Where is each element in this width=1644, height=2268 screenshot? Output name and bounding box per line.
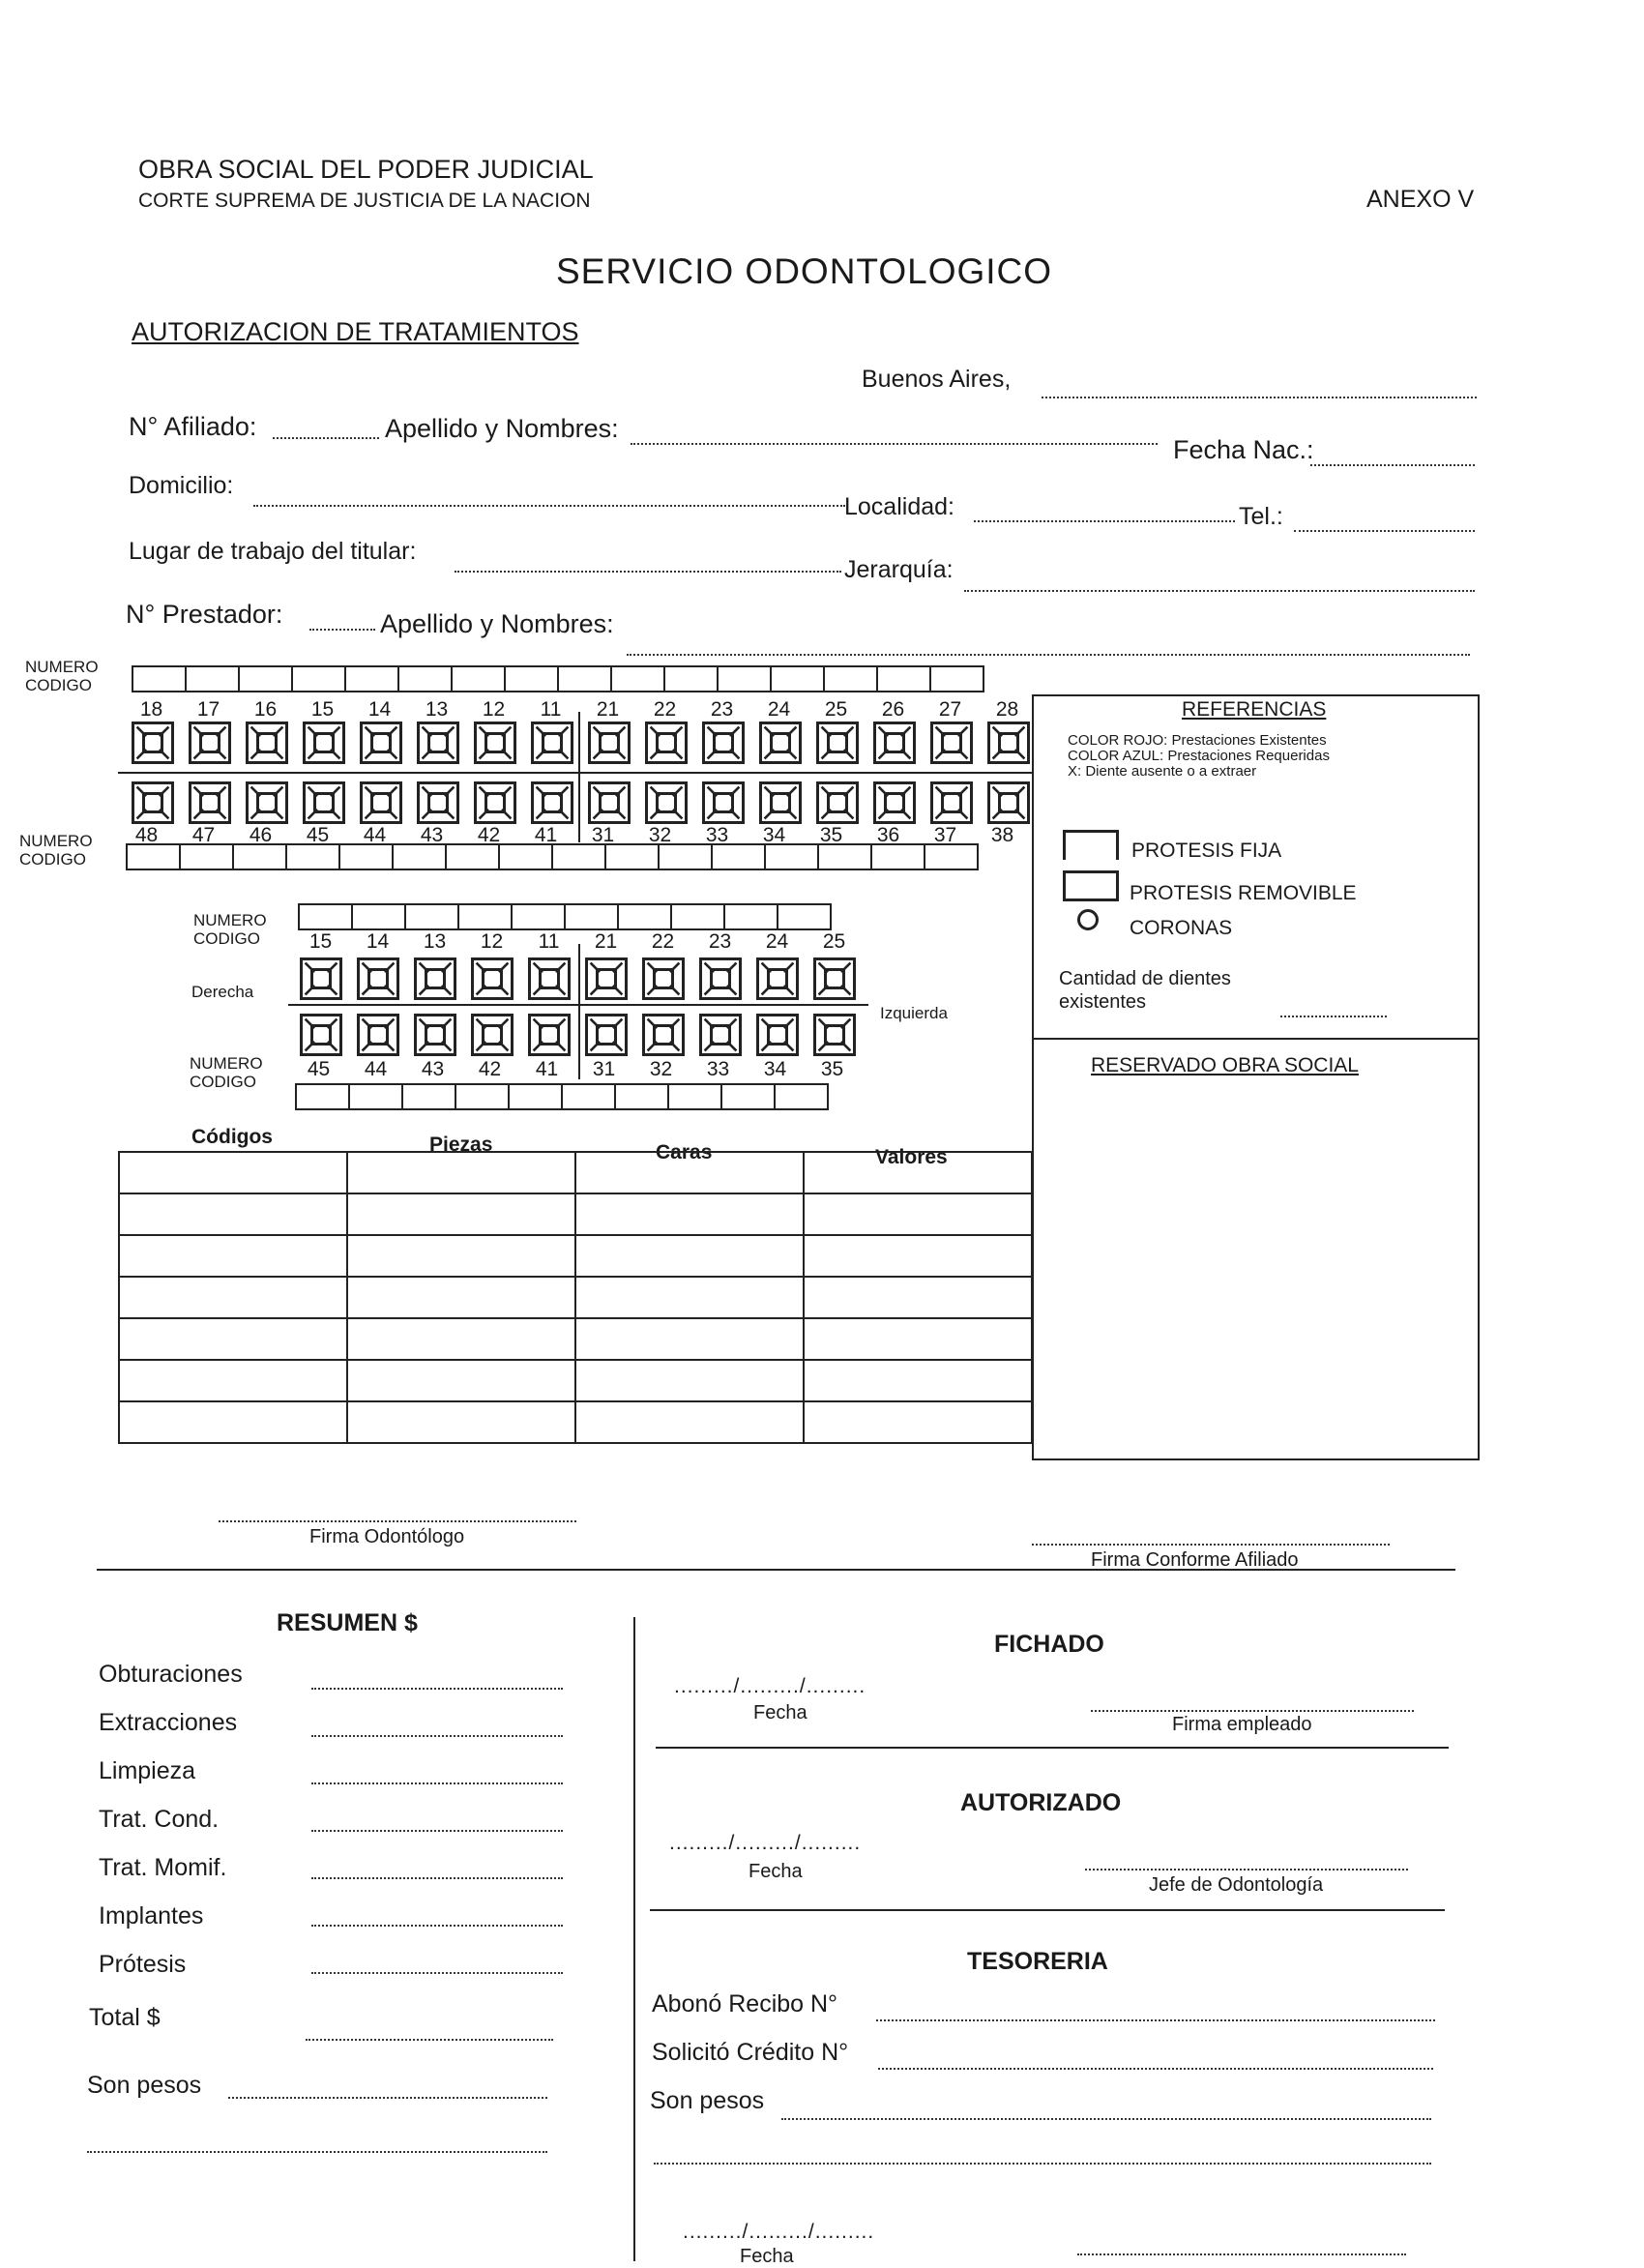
list-item: Obturaciones bbox=[99, 1661, 243, 1688]
tooth-number: 45 bbox=[307, 1058, 331, 1080]
table-row bbox=[119, 1277, 1032, 1318]
tooth-number: 15 bbox=[308, 930, 333, 953]
tooth-number: 43 bbox=[420, 824, 444, 846]
lower-permanent-teeth[interactable] bbox=[132, 781, 1044, 824]
trat-momif-field[interactable] bbox=[311, 1877, 563, 1879]
page-title: SERVICIO ODONTOLOGICO bbox=[556, 251, 1053, 291]
codes-header: Códigos bbox=[191, 1126, 273, 1148]
table-row bbox=[119, 1401, 1032, 1443]
tooth-11[interactable] bbox=[531, 722, 573, 764]
tooth-13[interactable] bbox=[414, 957, 456, 1000]
primary-upper-code-boxes[interactable] bbox=[298, 903, 830, 930]
pieces-header: Piezas bbox=[429, 1134, 493, 1156]
tooth-43[interactable] bbox=[417, 781, 459, 824]
tesoreria-title: TESORERIA bbox=[967, 1948, 1108, 1975]
tesoreria-date-label: Fecha bbox=[740, 2246, 794, 2267]
autorizado-title: AUTORIZADO bbox=[960, 1789, 1122, 1816]
tooth-number: 45 bbox=[306, 824, 330, 846]
tooth-43[interactable] bbox=[414, 1014, 456, 1056]
tooth-25[interactable] bbox=[813, 957, 856, 1000]
receipt-field[interactable] bbox=[876, 2019, 1435, 2021]
list-item: Prótesis bbox=[99, 1951, 187, 1978]
summary-son-pesos-field[interactable] bbox=[228, 2097, 547, 2099]
phone-field[interactable] bbox=[1294, 530, 1475, 532]
tooth-number: 21 bbox=[594, 930, 618, 953]
credit-field[interactable] bbox=[878, 2068, 1433, 2070]
summary-son-pesos-label: Son pesos bbox=[87, 2072, 202, 2099]
tooth-34[interactable] bbox=[759, 781, 802, 824]
tooth-33[interactable] bbox=[702, 781, 745, 824]
table-row bbox=[119, 1193, 1032, 1235]
summary-son-pesos-field-2[interactable] bbox=[87, 2151, 547, 2153]
tooth-number: 12 bbox=[482, 698, 506, 721]
summary-items bbox=[99, 1650, 243, 1988]
upper-permanent-teeth[interactable] bbox=[132, 722, 1044, 764]
tooth-number: 15 bbox=[310, 698, 335, 721]
faces-header: Caras bbox=[656, 1141, 713, 1163]
tooth-14[interactable] bbox=[360, 722, 402, 764]
tooth-12[interactable] bbox=[474, 722, 516, 764]
crown-symbol bbox=[1077, 909, 1099, 930]
tooth-number: 11 bbox=[538, 930, 560, 953]
autorizado-date-field[interactable]: ........./........./......... bbox=[669, 1832, 862, 1854]
list-item: Trat. Cond. bbox=[99, 1806, 220, 1833]
upper-code-boxes[interactable] bbox=[132, 665, 983, 692]
right-label: Derecha bbox=[191, 983, 254, 1001]
tooth-44[interactable] bbox=[360, 781, 402, 824]
tesoreria-son-pesos-label: Son pesos bbox=[650, 2087, 765, 2114]
tooth-11[interactable] bbox=[528, 957, 571, 1000]
autorizado-date-label: Fecha bbox=[749, 1861, 803, 1882]
tooth-42[interactable] bbox=[474, 781, 516, 824]
tooth-46[interactable] bbox=[246, 781, 288, 824]
limpieza-field[interactable] bbox=[311, 1782, 563, 1784]
annex-label: ANEXO V bbox=[1366, 186, 1475, 213]
tooth-12[interactable] bbox=[471, 957, 514, 1000]
affiliate-no-label: N° Afiliado: bbox=[129, 412, 257, 441]
workplace-field[interactable] bbox=[455, 571, 841, 573]
summary-title: RESUMEN $ bbox=[277, 1609, 418, 1636]
tooth-number: 42 bbox=[477, 824, 501, 846]
tooth-number: 14 bbox=[366, 930, 390, 953]
provider-no-field[interactable] bbox=[309, 629, 375, 631]
page-subtitle: AUTORIZACION DE TRATAMIENTOS bbox=[132, 317, 579, 346]
tooth-number: 41 bbox=[534, 824, 558, 846]
references-title: REFERENCIAS bbox=[1182, 698, 1327, 721]
tooth-16[interactable] bbox=[246, 722, 288, 764]
tooth-number: 13 bbox=[425, 698, 449, 721]
fichado-signature-label: Firma empleado bbox=[1172, 1714, 1312, 1735]
tooth-number: 14 bbox=[367, 698, 392, 721]
fixed-prosthesis-label: PROTESIS FIJA bbox=[1131, 839, 1282, 862]
provider-name-label: Apellido y Nombres: bbox=[380, 609, 614, 638]
autorizado-divider bbox=[650, 1909, 1445, 1911]
implantes-field[interactable] bbox=[311, 1925, 563, 1927]
affiliate-signature-label: Firma Conforme Afiliado bbox=[1091, 1549, 1299, 1571]
tooth-23[interactable] bbox=[702, 722, 745, 764]
references-legend: COLOR ROJO: Prestaciones Existentes COLOR AZUL: Prestaciones Requeridas X: Diente ausente o a extraer bbox=[1068, 732, 1330, 780]
tooth-26[interactable] bbox=[873, 722, 916, 764]
code-label-bottom: NUMERO CODIGO bbox=[19, 832, 93, 869]
tooth-number: 34 bbox=[762, 824, 786, 846]
name-label: Apellido y Nombres: bbox=[385, 414, 619, 443]
tooth-32[interactable] bbox=[645, 781, 688, 824]
tooth-27[interactable] bbox=[930, 722, 973, 764]
tooth-28[interactable] bbox=[987, 722, 1030, 764]
affiliate-signature-line[interactable] bbox=[1032, 1544, 1390, 1546]
tooth-13[interactable] bbox=[417, 722, 459, 764]
tooth-41[interactable] bbox=[531, 781, 573, 824]
table-row bbox=[119, 1318, 1032, 1360]
tooth-44[interactable] bbox=[357, 1014, 399, 1056]
tooth-number: 35 bbox=[819, 824, 843, 846]
tooth-number: 36 bbox=[876, 824, 900, 846]
trat-cond-field[interactable] bbox=[311, 1830, 563, 1832]
tesoreria-date-field[interactable]: ........./........./......... bbox=[683, 2221, 875, 2243]
tooth-number: 46 bbox=[249, 824, 273, 846]
upper-primary-teeth[interactable] bbox=[300, 957, 870, 1000]
tooth-number: 28 bbox=[995, 698, 1019, 721]
credit-label: Solicitó Crédito N° bbox=[652, 2039, 849, 2066]
tooth-number: 27 bbox=[938, 698, 962, 721]
tooth-17[interactable] bbox=[189, 722, 231, 764]
locality-label: Localidad: bbox=[844, 493, 954, 520]
date-field[interactable] bbox=[1042, 397, 1477, 398]
tooth-24[interactable] bbox=[759, 722, 802, 764]
tooth-22[interactable] bbox=[645, 722, 688, 764]
org-name: OBRA SOCIAL DEL PODER JUDICIAL bbox=[138, 155, 594, 184]
lower-primary-numbers bbox=[290, 1058, 861, 1081]
reserved-label: RESERVADO OBRA SOCIAL bbox=[1091, 1054, 1359, 1076]
provider-no-label: N° Prestador: bbox=[126, 600, 283, 629]
dentist-signature-line[interactable] bbox=[219, 1520, 576, 1522]
references-bottom-border bbox=[1032, 1458, 1480, 1460]
references-divider bbox=[1032, 1038, 1480, 1040]
tooth-18[interactable] bbox=[132, 722, 174, 764]
city-label: Buenos Aires, bbox=[862, 366, 1012, 393]
tooth-21[interactable] bbox=[588, 722, 631, 764]
tooth-24[interactable] bbox=[756, 957, 799, 1000]
address-field[interactable] bbox=[253, 505, 845, 507]
tooth-number: 38 bbox=[990, 824, 1014, 846]
provider-name-field[interactable] bbox=[627, 654, 1470, 656]
rank-field[interactable] bbox=[964, 590, 1475, 592]
tooth-number: 11 bbox=[540, 698, 562, 721]
tooth-number: 22 bbox=[653, 698, 677, 721]
tooth-31[interactable] bbox=[585, 1014, 628, 1056]
tooth-21[interactable] bbox=[585, 957, 628, 1000]
list-item: Extracciones bbox=[99, 1709, 238, 1736]
total-field[interactable] bbox=[306, 2039, 553, 2041]
tooth-15[interactable] bbox=[303, 722, 345, 764]
affiliate-no-field[interactable] bbox=[273, 437, 379, 439]
list-item: Trat. Momif. bbox=[99, 1854, 227, 1881]
fichado-divider bbox=[656, 1747, 1449, 1749]
tooth-number: 48 bbox=[134, 824, 159, 846]
tooth-number: 17 bbox=[196, 698, 220, 721]
tooth-25[interactable] bbox=[816, 722, 859, 764]
tooth-number: 25 bbox=[824, 698, 848, 721]
code-label-primary-top: NUMERO CODIGO bbox=[193, 911, 267, 948]
tooth-23[interactable] bbox=[699, 957, 742, 1000]
tooth-number: 32 bbox=[648, 824, 672, 846]
list-item: Implantes bbox=[99, 1902, 204, 1929]
tooth-35[interactable] bbox=[816, 781, 859, 824]
section-divider bbox=[97, 1569, 1455, 1571]
extracciones-field[interactable] bbox=[311, 1735, 563, 1737]
teeth-count-label: Cantidad de dientes existentes bbox=[1059, 968, 1231, 1013]
references-right-border bbox=[1478, 694, 1480, 1458]
tooth-47[interactable] bbox=[189, 781, 231, 824]
tooth-38[interactable] bbox=[987, 781, 1030, 824]
tooth-33[interactable] bbox=[699, 1014, 742, 1056]
total-label: Total $ bbox=[89, 2004, 161, 2031]
tooth-number: 44 bbox=[363, 824, 387, 846]
fichado-date-label: Fecha bbox=[753, 1702, 807, 1723]
tooth-45[interactable] bbox=[303, 781, 345, 824]
code-label-top: NUMERO CODIGO bbox=[25, 658, 99, 694]
tooth-number: 16 bbox=[253, 698, 278, 721]
occlusal-line-permanent bbox=[118, 772, 1032, 774]
autorizado-signature-label: Jefe de Odontología bbox=[1149, 1874, 1324, 1896]
tooth-15[interactable] bbox=[300, 957, 342, 1000]
tooth-22[interactable] bbox=[642, 957, 685, 1000]
tooth-number: 35 bbox=[820, 1058, 844, 1080]
tooth-number: 22 bbox=[651, 930, 675, 953]
list-item: Limpieza bbox=[99, 1757, 196, 1784]
tooth-number: 34 bbox=[763, 1058, 787, 1080]
tooth-number: 23 bbox=[708, 930, 732, 953]
primary-lower-code-boxes[interactable] bbox=[295, 1083, 827, 1110]
tooth-number: 33 bbox=[705, 824, 729, 846]
name-field[interactable] bbox=[631, 443, 1158, 445]
tooth-number: 24 bbox=[767, 698, 791, 721]
tooth-37[interactable] bbox=[930, 781, 973, 824]
tooth-number: 31 bbox=[591, 824, 615, 846]
rank-label: Jerarquía: bbox=[844, 556, 954, 583]
protesis-field[interactable] bbox=[311, 1972, 563, 1974]
tooth-number: 25 bbox=[822, 930, 846, 953]
workplace-label: Lugar de trabajo del titular: bbox=[129, 538, 417, 565]
tooth-number: 31 bbox=[592, 1058, 616, 1080]
receipt-label: Abonó Recibo N° bbox=[652, 1990, 838, 2018]
tooth-number: 41 bbox=[535, 1058, 559, 1080]
references-top-border bbox=[1032, 694, 1480, 696]
tooth-31[interactable] bbox=[588, 781, 631, 824]
tooth-35[interactable] bbox=[813, 1014, 856, 1056]
tooth-number: 12 bbox=[480, 930, 504, 953]
tooth-number: 42 bbox=[478, 1058, 502, 1080]
values-header: Valores bbox=[875, 1146, 948, 1168]
tooth-number: 23 bbox=[710, 698, 734, 721]
address-label: Domicilio: bbox=[129, 472, 234, 499]
summary-divider bbox=[633, 1617, 635, 2261]
tooth-number: 47 bbox=[191, 824, 216, 846]
obturaciones-field[interactable] bbox=[311, 1688, 563, 1690]
tesoreria-son-pesos-field-2[interactable] bbox=[654, 2163, 1431, 2165]
tooth-32[interactable] bbox=[642, 1014, 685, 1056]
phone-label: Tel.: bbox=[1239, 503, 1283, 530]
code-label-primary-bottom: NUMERO CODIGO bbox=[190, 1054, 263, 1091]
tooth-41[interactable] bbox=[528, 1014, 571, 1056]
table-row bbox=[119, 1235, 1032, 1277]
teeth-count-field[interactable] bbox=[1280, 1016, 1387, 1017]
tooth-number: 24 bbox=[765, 930, 789, 953]
org-subname: CORTE SUPREMA DE JUSTICIA DE LA NACION bbox=[138, 190, 591, 212]
tooth-number: 18 bbox=[139, 698, 163, 721]
tooth-34[interactable] bbox=[756, 1014, 799, 1056]
table-row bbox=[119, 1360, 1032, 1401]
fichado-date-field[interactable]: ........./........./......... bbox=[674, 1675, 866, 1697]
tooth-number: 33 bbox=[706, 1058, 730, 1080]
fixed-prosthesis-symbol bbox=[1063, 830, 1119, 860]
lower-code-boxes[interactable] bbox=[126, 843, 977, 870]
tooth-36[interactable] bbox=[873, 781, 916, 824]
tooth-number: 44 bbox=[364, 1058, 388, 1080]
table-row bbox=[119, 1152, 1032, 1193]
fichado-title: FICHADO bbox=[994, 1631, 1104, 1658]
dentist-signature-label: Firma Odontólogo bbox=[309, 1526, 465, 1547]
tooth-14[interactable] bbox=[357, 957, 399, 1000]
lower-primary-teeth[interactable] bbox=[300, 1014, 870, 1056]
removable-prosthesis-label: PROTESIS REMOVIBLE bbox=[1130, 882, 1357, 904]
birth-field[interactable] bbox=[1310, 464, 1475, 466]
tooth-number: 37 bbox=[933, 824, 957, 846]
tooth-number: 21 bbox=[596, 698, 620, 721]
tooth-number: 43 bbox=[421, 1058, 445, 1080]
tooth-48[interactable] bbox=[132, 781, 174, 824]
upper-primary-numbers bbox=[292, 930, 863, 954]
locality-field[interactable] bbox=[974, 520, 1235, 522]
birth-label: Fecha Nac.: bbox=[1173, 435, 1314, 464]
tesoreria-signature-line[interactable] bbox=[1077, 2253, 1406, 2255]
tooth-number: 13 bbox=[423, 930, 447, 953]
tooth-number: 26 bbox=[881, 698, 905, 721]
tesoreria-son-pesos-field[interactable] bbox=[781, 2118, 1431, 2120]
removable-prosthesis-symbol bbox=[1063, 870, 1119, 901]
crowns-label: CORONAS bbox=[1130, 917, 1233, 939]
tooth-42[interactable] bbox=[471, 1014, 514, 1056]
left-label: Izquierda bbox=[880, 1004, 948, 1022]
autorizado-signature-line[interactable] bbox=[1085, 1869, 1408, 1870]
treatments-table[interactable] bbox=[118, 1151, 1033, 1444]
tooth-45[interactable] bbox=[300, 1014, 342, 1056]
tooth-number: 32 bbox=[649, 1058, 673, 1080]
fichado-signature-line[interactable] bbox=[1091, 1710, 1414, 1712]
